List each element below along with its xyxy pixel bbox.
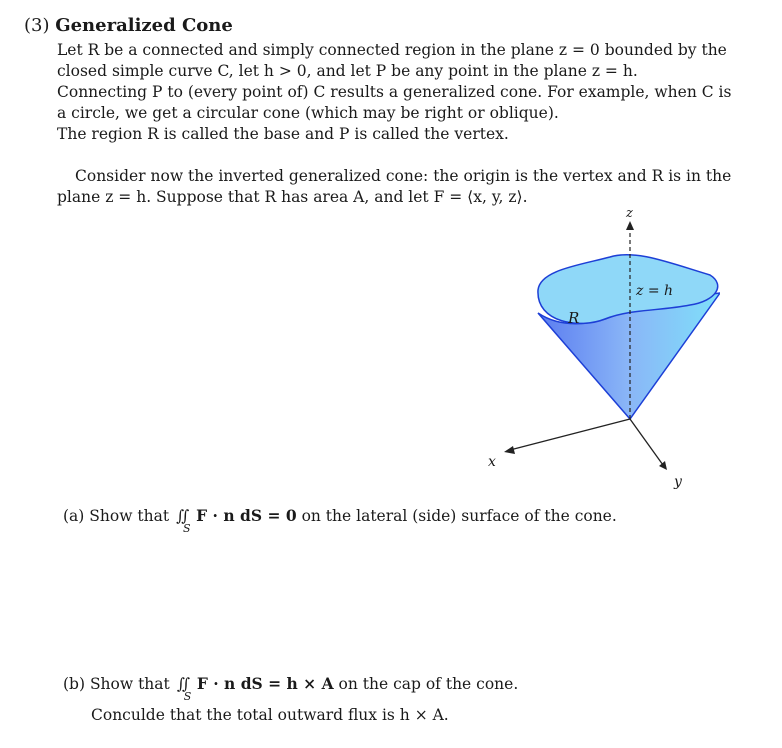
part-b-label: (b) Show that [63, 675, 170, 693]
y-axis-label: y [674, 474, 682, 490]
problem-line-3: Connecting P to (every point of) C results a generalized cone. For example, when C is [57, 83, 732, 101]
part-a-label: (a) Show that [63, 507, 170, 525]
problem-line-5: The region R is called the base and P is called the vertex. [57, 125, 509, 143]
part-a [63, 506, 617, 535]
z-axis-label: z [626, 206, 633, 221]
y-axis-line [630, 419, 663, 465]
x-axis-arrow [504, 446, 515, 454]
part-a-integrand: F · n dS = 0 [196, 506, 297, 525]
part-a-integral-sub: S [183, 522, 191, 535]
para2-line-2: plane z = h. Suppose that R has area A, and let F = ⟨x, y, z⟩. [57, 188, 528, 206]
plane-label: z = h [636, 283, 674, 299]
part-b-integral: ∬ S [176, 675, 192, 703]
part-b-conclusion: Conculde that the total outward flux is h × A. [91, 706, 449, 724]
x-axis-label: x [488, 454, 496, 470]
problem-line-2: closed simple curve C, let h > 0, and let P be any point in the plane z = h. [57, 62, 638, 80]
part-b-integral-sub: S [183, 690, 192, 703]
y-axis-arrow [659, 461, 667, 470]
region-label: R [568, 309, 580, 327]
part-b-tail: on the cap of the cone. [338, 675, 519, 693]
part-b-integrand: F · n dS = h × A [196, 674, 334, 693]
para2-line-1: Consider now the inverted generalized cone: the origin is the vertex and R is in the [75, 167, 732, 185]
x-axis-line [510, 419, 630, 450]
part-a-tail: on the lateral (side) surface of the cone. [301, 507, 617, 525]
part-a-integral: ∬ S [176, 507, 191, 535]
problem-number: (3) [24, 15, 50, 36]
problem-title: Generalized Cone [55, 15, 233, 36]
problem-heading [24, 15, 233, 36]
part-b [63, 674, 519, 703]
z-axis-arrow [626, 221, 634, 230]
problem-line-4: a circle, we get a circular cone (which may be right or oblique). [57, 104, 559, 122]
problem-line-1: Let R be a connected and simply connected region in the plane z = 0 bounded by the [57, 41, 727, 59]
cone-figure [470, 205, 720, 495]
